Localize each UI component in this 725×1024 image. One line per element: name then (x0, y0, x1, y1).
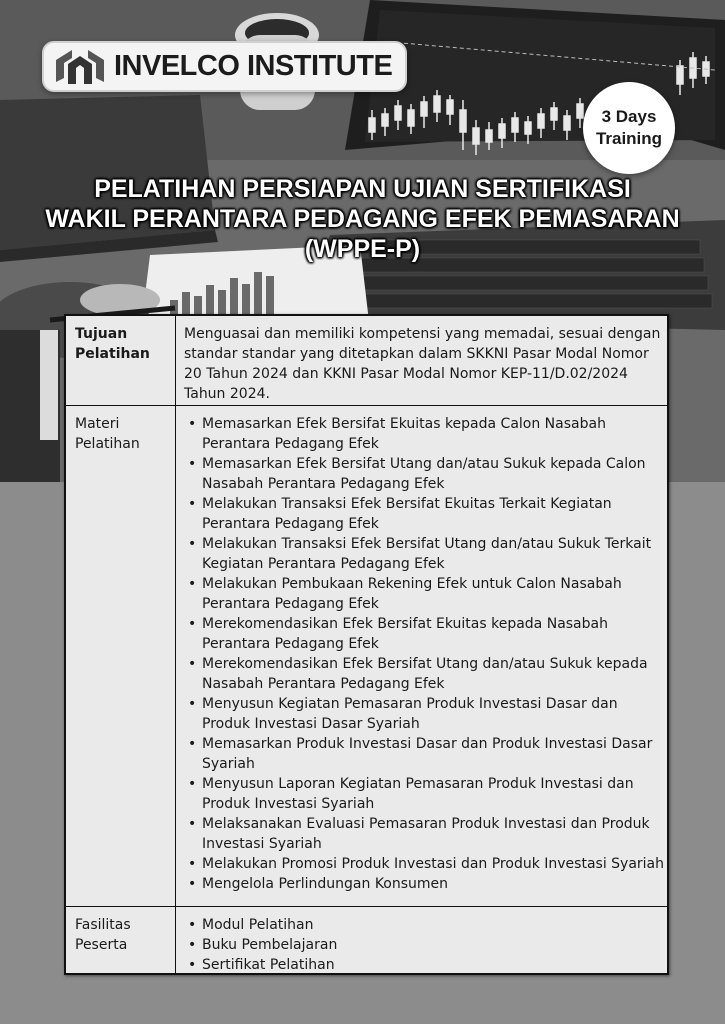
list-item: • Memasarkan Produk Investasi Dasar dan Produk Investasi Dasar Syariah (184, 734, 657, 774)
training-info-table (64, 314, 669, 975)
list-item: • Modul Pelatihan (184, 915, 657, 935)
list-item: • Merekomendasikan Efek Bersifat Utang dan/atau Sukuk kepada Nasabah Perantara Pedagang Efek (184, 654, 657, 694)
list-item: • Menyusun Kegiatan Pemasaran Produk Investasi Dasar dan Produk Investasi Dasar Syariah (184, 694, 657, 734)
page-title (0, 174, 725, 264)
list-item: • Memasarkan Efek Bersifat Ekuitas kepada Calon Nasabah Perantara Pedagang Efek (184, 414, 657, 454)
title-line-3: (WPPE-P) (304, 235, 421, 263)
logo-text: INVELCO INSTITUTE (114, 50, 393, 82)
label-fasilitas-peserta: Fasilitas Peserta (66, 907, 176, 973)
fasilitas-list (184, 915, 657, 975)
list-item: • Mengelola Perlindungan Konsumen (184, 874, 657, 894)
list-item: • Buku Pembelajaran (184, 935, 657, 955)
list-item: • Melakukan Transaksi Efek Bersifat Utang dan/atau Sukuk Terkait Kegiatan Perantara Pedagang Efek (184, 534, 657, 574)
invelco-logo-icon (54, 48, 106, 86)
title-line-1: PELATIHAN PERSIAPAN UJIAN SERTIFIKASI (94, 175, 631, 203)
logo-banner (42, 41, 407, 92)
list-item: • Melakukan Transaksi Efek Bersifat Ekuitas Terkait Kegiatan Perantara Pedagang Efek (184, 494, 657, 534)
list-item: • Melaksanakan Evaluasi Pemasaran Produk Investasi dan Produk Investasi Syariah (184, 814, 657, 854)
materi-list-cell (176, 406, 667, 906)
duration-badge (583, 82, 675, 174)
row-fasilitas-peserta (66, 907, 667, 973)
row-tujuan-pelatihan (66, 316, 667, 406)
badge-line-1: 3 Days (601, 107, 657, 126)
row-materi-pelatihan (66, 406, 667, 907)
list-item: • Menyusun Laporan Kegiatan Pemasaran Produk Investasi dan Produk Investasi Syariah (184, 774, 657, 814)
list-item: • Sertifikat Pelatihan (184, 955, 657, 975)
label-materi-pelatihan: Materi Pelatihan (66, 406, 176, 906)
tujuan-description: Menguasai dan memiliki kompetensi yang memadai, sesuai dengan standar standar yang ditetapkan dalam SKKNI Pasar Modal Nomor 20 Tahun 2024 dan KKNI Pasar Modal Nomor KEP-11/D.02/2024 Tahun 2024. (184, 326, 661, 402)
list-item: • Merekomendasikan Efek Bersifat Ekuitas kepada Nasabah Perantara Pedagang Efek (184, 614, 657, 654)
badge-line-2: Training (595, 129, 663, 148)
label-tujuan-pelatihan: Tujuan Pelatihan (66, 316, 176, 405)
list-item: • Melakukan Pembukaan Rekening Efek untuk Calon Nasabah Perantara Pedagang Efek (184, 574, 657, 614)
fasilitas-list-cell (176, 907, 667, 973)
list-item: • Memasarkan Efek Bersifat Utang dan/atau Sukuk kepada Calon Nasabah Perantara Pedagang Efek (184, 454, 657, 494)
materi-list (184, 414, 665, 894)
list-item: • Melakukan Promosi Produk Investasi dan Produk Investasi Syariah (184, 854, 657, 874)
title-line-2: WAKIL PERANTARA PEDAGANG EFEK PEMASARAN (45, 205, 680, 233)
